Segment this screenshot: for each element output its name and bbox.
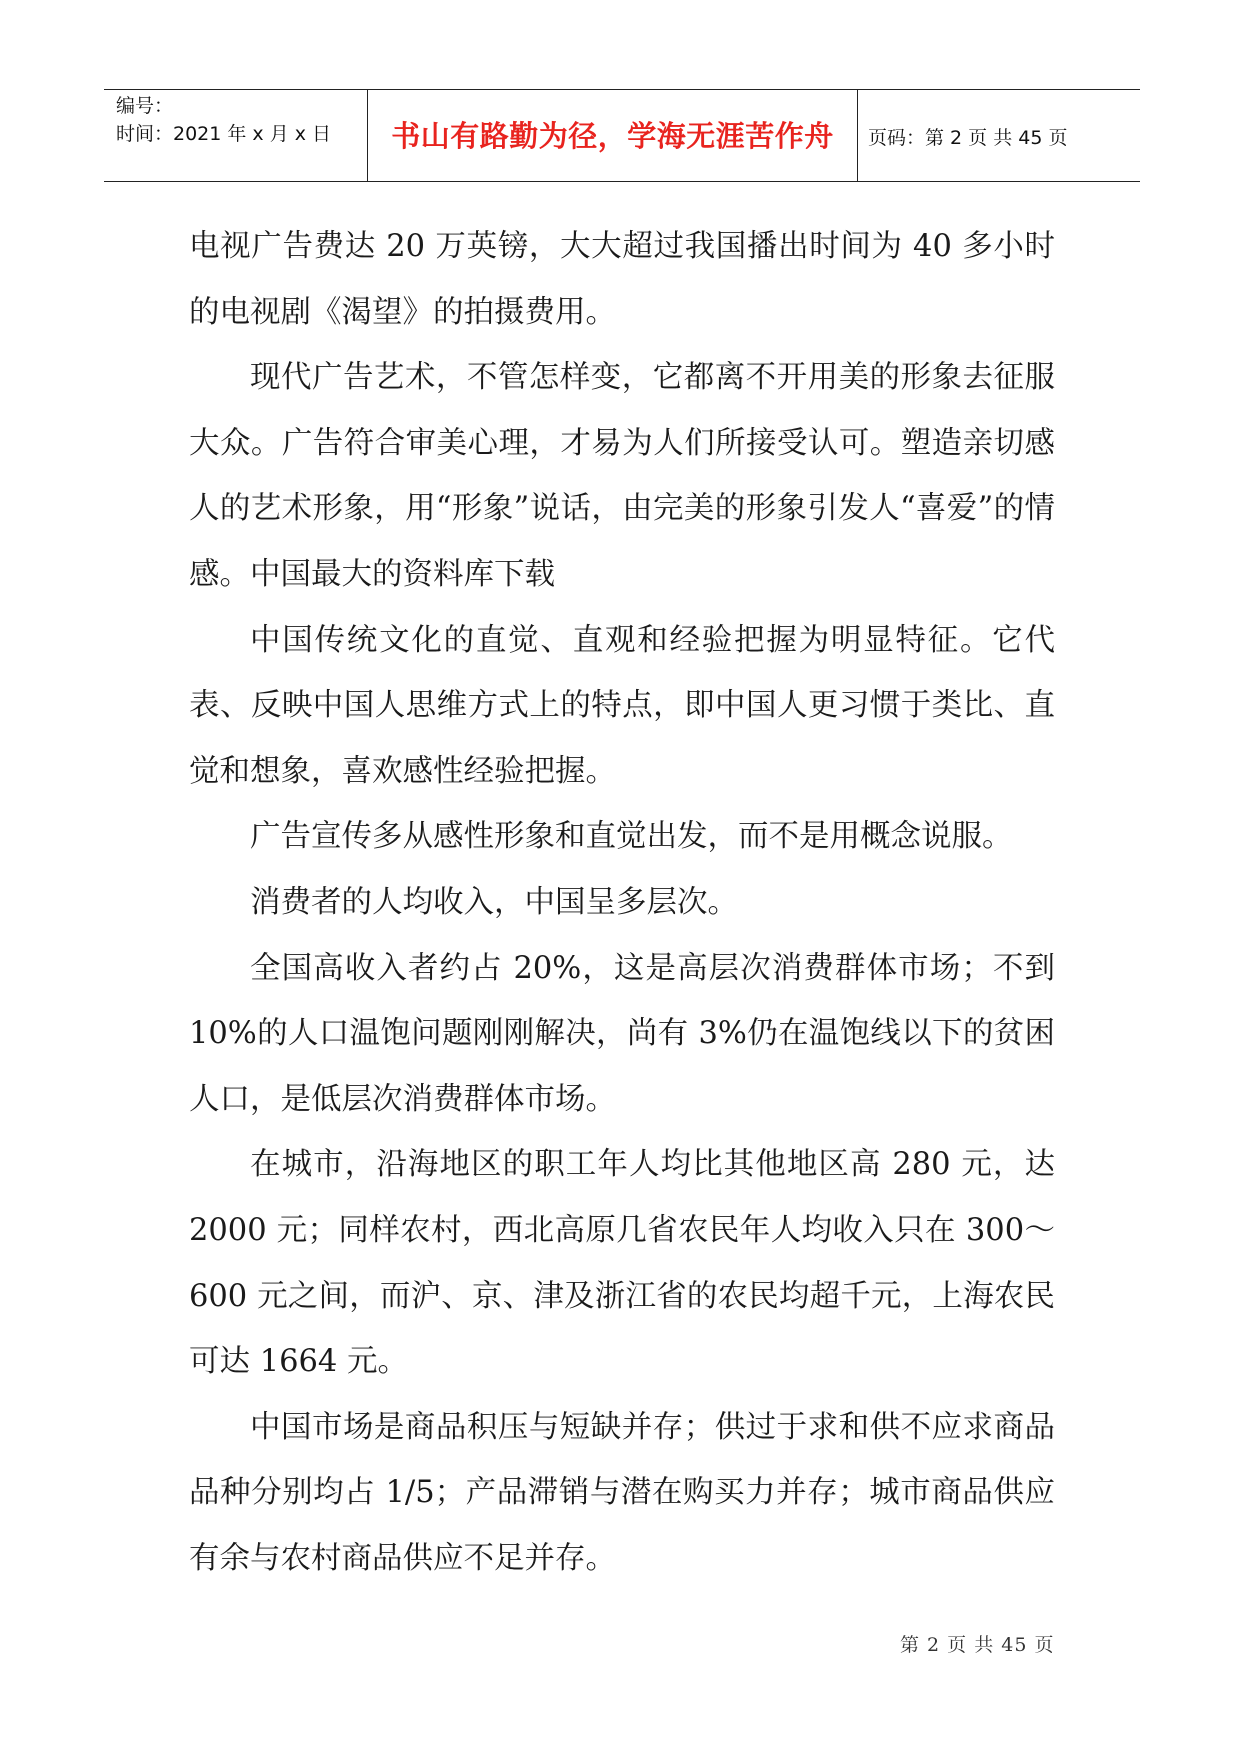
paragraph: 消费者的人均收入，中国呈多层次。 xyxy=(250,884,738,920)
footer-page-number: 第 2 页 共 45 页 xyxy=(900,1634,1055,1656)
document-number-label: 编号： xyxy=(116,95,174,117)
paragraph: 广告宣传多从感性形象和直觉出发，而不是用概念说服。 xyxy=(250,819,1013,855)
header-motto: 书山有路勤为径，学海无涯苦作舟 xyxy=(391,119,834,153)
header-left-cell xyxy=(116,92,361,148)
paragraph: 在城市，沿海地区的职工年人均比其他地区高 280 元，达 2000 元；同样农村，西北高原几省农民年人均收入只在 300～600 元之间，而沪、京、津及浙江省的农民均超千元，上海农民可达 1664 元。 xyxy=(189,1147,1055,1380)
header-divider-right xyxy=(857,89,858,181)
paragraph: 全国高收入者约占 20%，这是高层次消费群体市场；不到 10%的人口温饱问题刚刚解决，尚有 3%仍在温饱线以下的贫困人口，是低层次消费群体市场。 xyxy=(189,950,1055,1117)
header-top-rule xyxy=(104,89,1140,90)
header-bottom-rule xyxy=(104,181,1140,182)
document-date: 时间：2021 年 x 月 x 日 xyxy=(116,123,332,145)
paragraph: 中国市场是商品积压与短缺并存；供过于求和供不应求商品品种分别均占 1/5；产品滞销与潜在购买力并存；城市商品供应有余与农村商品供应不足并存。 xyxy=(189,1409,1055,1576)
body-text xyxy=(189,214,1055,1591)
paragraph-continuation: 电视广告费达 20 万英镑，大大超过我国播出时间为 40 多小时的电视剧《渴望》的拍摄费用。 xyxy=(189,229,1055,330)
header-page-number: 页码：第 2 页 共 45 页 xyxy=(868,127,1068,149)
paragraph: 现代广告艺术，不管怎样变，它都离不开用美的形象去征服大众。广告符合审美心理，才易为人们所接受认可。塑造亲切感人的艺术形象，用“形象”说话，由完美的形象引发人“喜爱”的情感。中国最大的资料库下载 xyxy=(189,360,1055,592)
paragraph: 中国传统文化的直觉、直观和经验把握为明显特征。它代表、反映中国人思维方式上的特点，即中国人更习惯于类比、直觉和想象，喜欢感性经验把握。 xyxy=(189,622,1055,789)
